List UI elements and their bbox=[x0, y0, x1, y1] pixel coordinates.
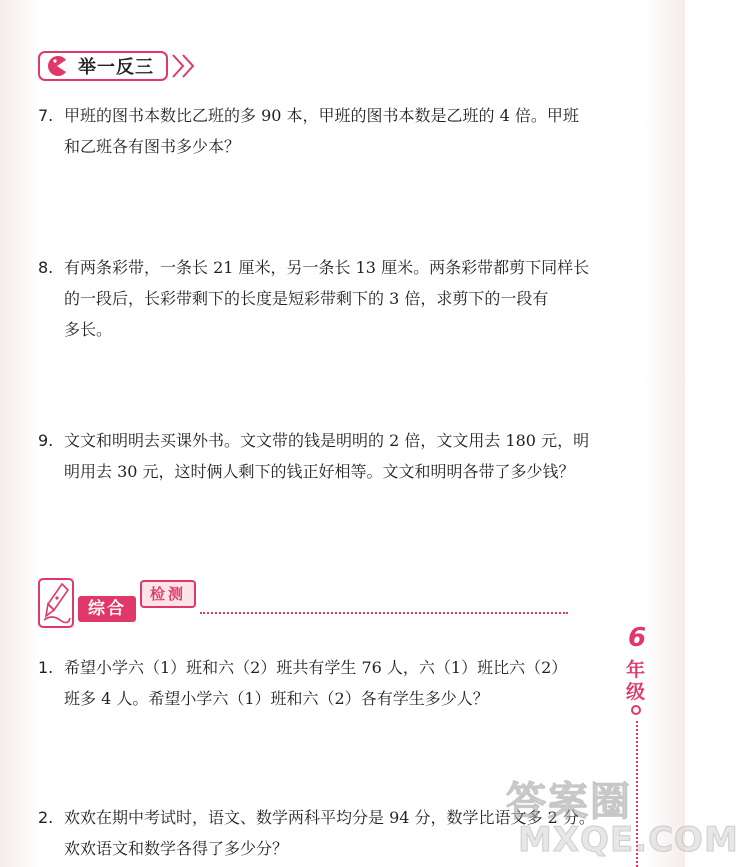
section-header-review bbox=[38, 576, 568, 632]
chevron-right-icon bbox=[170, 51, 200, 81]
grade-char-ji: 级 bbox=[626, 681, 646, 703]
grade-number: 6 bbox=[628, 623, 647, 653]
section-header-box bbox=[38, 51, 168, 81]
question-text-line: 的一段后，长彩带剩下的长度是短彩带剩下的 3 倍，求剪下的一段有 bbox=[64, 289, 549, 308]
question-9 bbox=[38, 425, 628, 487]
watermark-line1: 答案圈 bbox=[506, 779, 632, 825]
question-number: 2. bbox=[38, 808, 54, 827]
section-main-label: 综合 bbox=[78, 596, 136, 622]
watermark-line2: MXQE.COM bbox=[518, 820, 739, 860]
dotted-divider bbox=[200, 612, 568, 614]
question-text-line: 欢欢语文和数学各得了多少分？ bbox=[64, 839, 289, 858]
question-text-line: 希望小学六（1）班和六（2）班共有学生 76 人，六（1）班比六（2） bbox=[64, 658, 568, 677]
grade-char-nian: 年 bbox=[626, 659, 646, 681]
question-text-line: 有两条彩带，一条长 21 厘米，另一条长 13 厘米。两条彩带都剪下同样长 bbox=[64, 258, 590, 277]
circle-marker-icon bbox=[631, 705, 641, 715]
question-8 bbox=[38, 252, 628, 345]
question-number: 8. bbox=[38, 258, 54, 277]
question-text-line: 和乙班各有图书多少本？ bbox=[64, 137, 241, 156]
question-7 bbox=[38, 100, 628, 162]
watermark bbox=[498, 770, 739, 866]
question-number: 9. bbox=[38, 431, 54, 450]
question-text-line: 甲班的图书本数比乙班的多 90 本，甲班的图书本数是乙班的 4 倍。甲班 bbox=[64, 106, 579, 125]
section-title: 举一反三 bbox=[78, 57, 154, 78]
pen-nib-icon bbox=[38, 578, 74, 628]
question-text-line: 明用去 30 元，这时俩人剩下的钱正好相等。文文和明明各带了多少钱？ bbox=[64, 462, 575, 481]
question-number: 1. bbox=[38, 658, 54, 677]
section-sub-label: 检测 bbox=[140, 580, 196, 608]
review-question-1 bbox=[38, 652, 628, 714]
question-number: 7. bbox=[38, 106, 54, 125]
pacman-icon bbox=[44, 53, 70, 79]
question-text-line: 欢欢在期中考试时，语文、数学两科平均分是 94 分，数学比语文多 2 分。 bbox=[64, 808, 595, 827]
question-text-line: 多长。 bbox=[64, 320, 113, 339]
question-text-line: 班多 4 人。希望小学六（1）班和六（2）各有学生多少人？ bbox=[64, 689, 489, 708]
section-header-practice bbox=[38, 50, 200, 82]
question-text-line: 文文和明明去买课外书。文文带的钱是明明的 2 倍，文文用去 180 元，明 bbox=[64, 431, 590, 450]
